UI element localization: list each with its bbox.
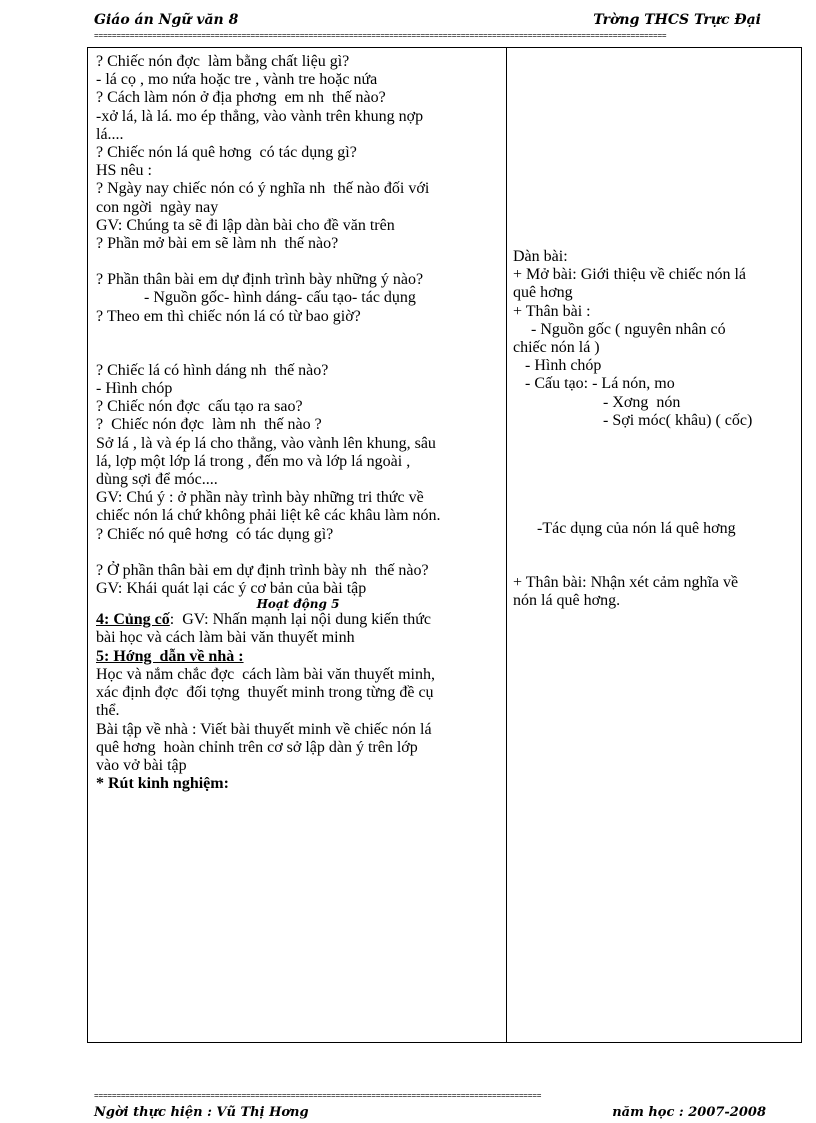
left-line: ? Ở phần thân bài em dự định trình bày nh thế nào? <box>96 561 429 579</box>
header-rule: ================================================================================================================================ <box>94 33 667 38</box>
left-line: ? Chiếc nón đợc làm bằng chất liệu gì? <box>96 53 350 70</box>
right-column <box>507 48 802 1043</box>
left-line: lá, lợp một lớp lá trong , đến mo và lớp lá ngoài , <box>96 452 411 470</box>
left-line: GV: Chúng ta sẽ đi lập dàn bài cho đề văn trên <box>96 216 395 234</box>
left-line: ? Chiếc nón đợc cấu tạo ra sao? <box>96 398 303 416</box>
left-line: ? Chiếc lá có hình dáng nh thế nào? <box>96 361 329 379</box>
left-line: thể. <box>96 702 120 720</box>
body-points: - Nguồn gốc- hình dáng- cấu tạo- tác dụng <box>144 289 416 307</box>
intro-line-1: + Mở bài: Giới thiệu về chiếc nón lá <box>513 266 746 284</box>
left-line: con ngời ngày nay <box>96 198 219 216</box>
header-right-school: Trờng THCS Trực Đại <box>593 12 761 28</box>
structure-line-2: - Xơng nón <box>603 393 681 411</box>
conclusion-line-2: nón lá quê hơng. <box>513 592 621 610</box>
homework-label: 5: Hớng dẫn về nhà : <box>96 647 244 665</box>
shape-line: - Hình chóp <box>525 357 602 375</box>
left-line: Bài tập về nhà : Viết bài thuyết minh về chiếc nón lá <box>96 720 432 738</box>
left-line: quê hơng hoàn chỉnh trên cơ sở lập dàn ý trên lớp <box>96 738 418 756</box>
footer-author: Ngời thực hiện : Vũ Thị Hơng <box>94 1105 309 1120</box>
left-line: ? Cách làm nón ở địa phơng em nh thế nào? <box>96 89 386 107</box>
left-line: lá.... <box>96 125 124 143</box>
structure-line: - Cấu tạo: - Lá nón, mo <box>525 375 675 393</box>
consolidate-label: 4: Củng cố <box>96 611 170 629</box>
left-line: Sở lá , là và ép lá cho thẳng, vào vành lên khung, sâu <box>96 434 436 452</box>
left-line: - Hình chóp <box>96 380 173 398</box>
left-line: ? Chiếc nón đợc làm nh thế nào ? <box>96 416 322 434</box>
footer-school-year: năm học : 2007-2008 <box>612 1105 766 1120</box>
origin-line-2: chiếc nón lá ) <box>513 339 600 357</box>
consolidate-text-2: bài học và cách làm bài văn thuyết minh <box>96 629 355 647</box>
consolidate-line <box>96 611 500 629</box>
origin-line-1: - Nguồn gốc ( nguyên nhân có <box>531 320 726 338</box>
intro-line-2: quê hơng <box>513 284 573 302</box>
header-left-title: Giáo án Ngữ văn 8 <box>94 12 239 28</box>
left-line: vào vở bài tập <box>96 756 187 774</box>
left-line: ? Chiếc nón lá quê hơng có tác dụng gì? <box>96 144 357 162</box>
body-question: ? Phần thân bài em dự định trình bày những ý nào? <box>96 271 424 289</box>
left-line: dùng sợi để móc.... <box>96 471 218 489</box>
left-line: - lá cọ , mo nứa hoặc tre , vành tre hoặc nứa <box>96 71 378 89</box>
experience-label: * Rút kinh nghiệm: <box>96 775 229 793</box>
left-line: xác định đợc đối tợng thuyết minh trong từng đề cụ <box>96 684 434 702</box>
structure-line-3: - Sợi móc( khâu) ( cốc) <box>603 411 753 429</box>
activity-heading: Hoạt động 5 <box>256 597 340 612</box>
left-line: chiếc nón lá chứ không phải liệt kê các khâu làm nón. <box>96 507 441 525</box>
left-line: ? Phần mở bài em sẽ làm nh thế nào? <box>96 235 339 253</box>
outline-title: Dàn bài: <box>513 248 568 265</box>
origin-question: ? Theo em thì chiếc nón lá có từ bao giờ? <box>96 307 361 325</box>
left-line: HS nêu : <box>96 162 152 180</box>
footer-rule: ==================================================================================================== <box>94 1093 542 1098</box>
left-line: ? Ngày nay chiếc nón có ý nghĩa nh thế nào đối với <box>96 180 430 198</box>
lesson-table <box>87 47 802 1043</box>
left-line: Học và nắm chắc đợc cách làm bài văn thuyết minh, <box>96 665 435 683</box>
left-line: -xở lá, là lá. mo ép thẳng, vào vành trên khung nợp <box>96 107 424 125</box>
body-title: + Thân bài : <box>513 302 591 320</box>
conclusion-line-1: + Thân bài: Nhận xét cảm nghĩa về <box>513 574 739 592</box>
left-line: ? Chiếc nó quê hơng có tác dụng gì? <box>96 525 334 543</box>
left-line: GV: Khái quát lại các ý cơ bản của bài tập <box>96 580 367 598</box>
consolidate-text: : GV: Nhấn mạnh lại nội dung kiến thức <box>169 611 431 629</box>
left-line: GV: Chú ý : ở phần này trình bày những tri thức về <box>96 489 424 507</box>
left-column <box>88 48 507 1043</box>
usage-line: -Tác dụng của nón lá quê hơng <box>537 520 736 538</box>
